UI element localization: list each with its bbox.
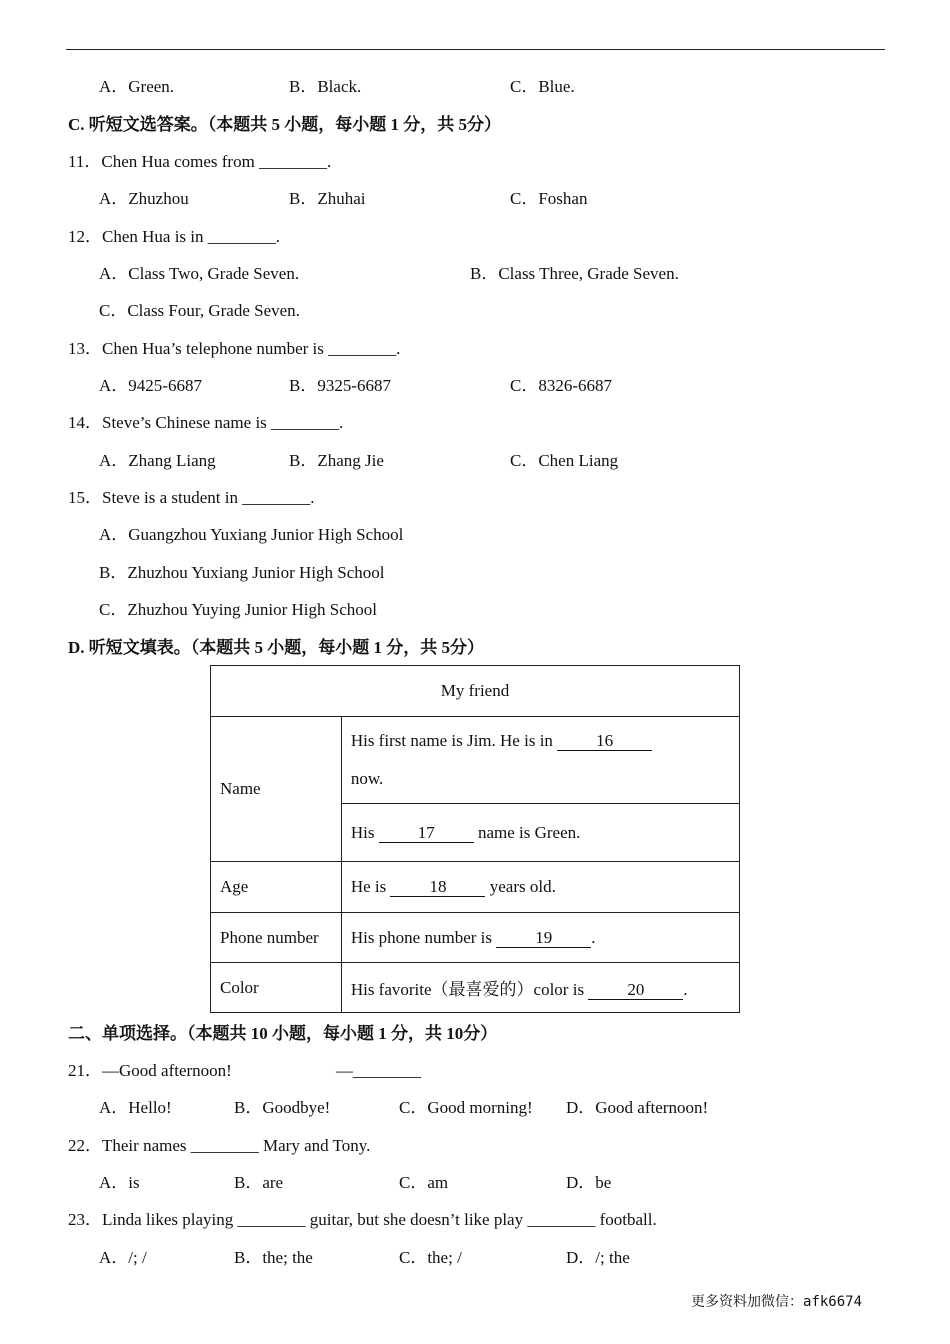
table-row-color [211,963,740,1013]
q12-option-a: A．Class Two, Grade Seven. [99,264,300,283]
age-cell: He is 18 years old. [341,862,739,913]
q15-option-a: A．Guangzhou Yuxiang Junior High School [99,525,404,544]
blank-18: 18 [390,878,485,897]
q10-option-a: A．Green. [99,77,175,96]
q14-option-c: C．Chen Liang [510,451,619,470]
blank-16: 16 [557,732,652,751]
blank-20: 20 [588,981,683,1000]
first-name-cell: His first name is Jim. He is in 16 now. [341,717,739,804]
q11-option-a: A．Zhuzhou [99,189,189,208]
name-label: Name [211,717,342,862]
q22-option-c: C．am [399,1173,449,1192]
question-11: 11．Chen Hua comes from ________. [68,152,332,171]
q23-option-c: C．the; / [399,1248,462,1267]
table-row-age [211,862,740,913]
q10-option-b: B．Black. [289,77,362,96]
question-13: 13．Chen Hua’s telephone number is ________. [68,339,401,358]
q21-option-c: C．Good morning! [399,1098,533,1117]
color-cell: His favorite（最喜爱的）color is 20 . [341,963,739,1013]
q13-option-a: A．9425-6687 [99,376,202,395]
q22-option-a: A．is [99,1173,140,1192]
q13-option-c: C．8326-6687 [510,376,612,395]
last-name-cell: His 17 name is Green. [341,804,739,862]
phone-cell: His phone number is 19 . [341,913,739,963]
age-label: Age [211,862,342,913]
my-friend-table [210,665,740,1013]
q14-option-b: B．Zhang Jie [289,451,384,470]
q23-option-a: A．/; / [99,1248,147,1267]
q10-option-c: C．Blue. [510,77,575,96]
section-d-heading: D. 听短文填表。（本题共 5 小题，每小题 1 分，共 5分） [68,638,485,657]
q12-option-b: B．Class Three, Grade Seven. [470,264,679,283]
q23-option-b: B．the; the [234,1248,313,1267]
question-15: 15．Steve is a student in ________. [68,488,315,507]
q21-option-d: D．Good afternoon! [566,1098,709,1117]
q12-option-c: C．Class Four, Grade Seven. [99,301,300,320]
q14-option-a: A．Zhang Liang [99,451,216,470]
section-2-heading: 二、单项选择。（本题共 10 小题，每小题 1 分，共 10分） [68,1024,498,1043]
q11-option-b: B．Zhuhai [289,189,366,208]
question-23: 23．Linda likes playing ________ guitar, but she doesn’t like play ________ football. [68,1210,657,1229]
top-rule [66,49,885,50]
blank-17: 17 [379,824,474,843]
table-title-row [211,666,740,717]
q15-option-b: B．Zhuzhou Yuxiang Junior High School [99,563,385,582]
q21-option-a: A．Hello! [99,1098,172,1117]
q13-option-b: B．9325-6687 [289,376,391,395]
q22-option-d: D．be [566,1173,612,1192]
q23-option-d: D．/; the [566,1248,630,1267]
table-title: My friend [211,666,740,717]
phone-label: Phone number [211,913,342,963]
question-12: 12．Chen Hua is in ________. [68,227,281,246]
q15-option-c: C．Zhuzhou Yuying Junior High School [99,600,377,619]
q11-option-c: C．Foshan [510,189,588,208]
question-21: 21．—Good afternoon! [68,1061,232,1080]
question-22: 22．Their names ________ Mary and Tony. [68,1136,371,1155]
q22-option-b: B．are [234,1173,284,1192]
footer-contact: 更多资料加微信：afk6674 [691,1294,863,1310]
section-c-heading: C. 听短文选答案。（本题共 5 小题，每小题 1 分，共 5分） [68,115,502,134]
color-label: Color [211,963,342,1013]
table-row-phone [211,913,740,963]
blank-19: 19 [496,929,591,948]
table-row-name-1 [211,717,740,804]
q21-option-b: B．Goodbye! [234,1098,331,1117]
question-14: 14．Steve’s Chinese name is ________. [68,413,344,432]
question-21-reply: —________ [336,1061,421,1080]
